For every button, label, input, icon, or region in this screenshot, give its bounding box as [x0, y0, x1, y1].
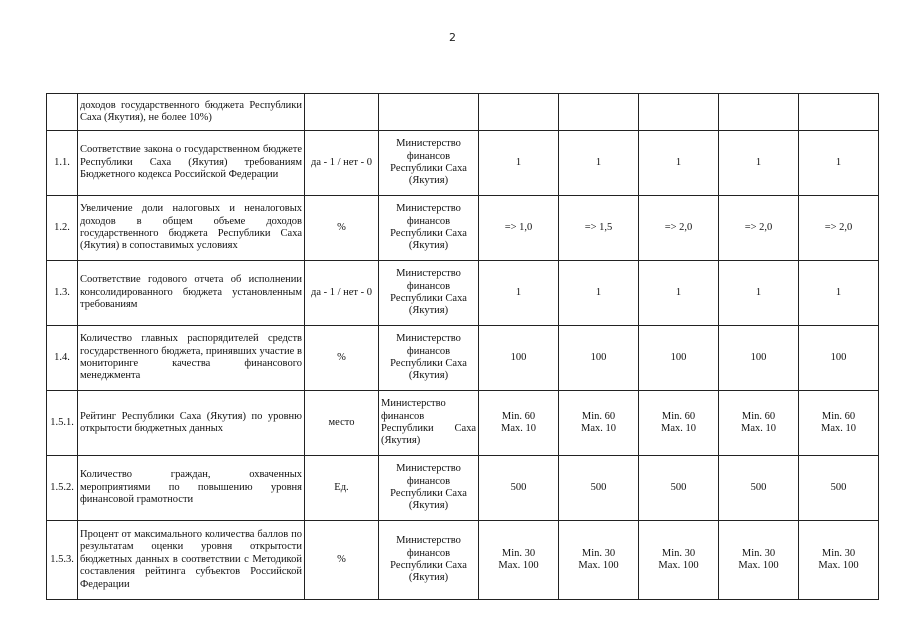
value-cell: 1 [479, 131, 559, 196]
responsible-cell: Министерство финансов Республики Саха (Якутия) [379, 326, 479, 391]
responsible-cell: Министерство финансов Республики Саха (Якутия) [379, 196, 479, 261]
value-cell: 1 [719, 131, 799, 196]
value-cell: 100 [719, 326, 799, 391]
value-cell: 500 [799, 456, 879, 521]
unit-cell: % [305, 196, 379, 261]
responsible-cell: Министерство финансов Республики Саха (Якутия) [379, 456, 479, 521]
value-cell: Min. 60 Max. 10 [639, 391, 719, 456]
value-cell: 100 [639, 326, 719, 391]
value-cell: => 2,0 [719, 196, 799, 261]
value-cell: 1 [719, 261, 799, 326]
indicator-name: Увеличение доли налоговых и неналоговых доходов в общем объеме доходов государственного бюджета Республики Саха (Якутия) в сопоставимых условиях [78, 196, 305, 261]
value-cell [719, 94, 799, 131]
value-cell: 1 [559, 261, 639, 326]
row-number: 1.2. [47, 196, 78, 261]
value-cell: 1 [479, 261, 559, 326]
value-cell [799, 94, 879, 131]
table-row [47, 521, 879, 600]
value-cell: Min. 30 Max. 100 [799, 521, 879, 600]
value-cell: Min. 30 Max. 100 [639, 521, 719, 600]
row-number: 1.3. [47, 261, 78, 326]
value-cell: Min. 60 Max. 10 [479, 391, 559, 456]
row-number: 1.4. [47, 326, 78, 391]
page-number: 2 [449, 31, 456, 44]
responsible-cell: Министерство финансов Республики Саха (Якутия) [379, 131, 479, 196]
table-row [47, 326, 879, 391]
value-cell: 500 [559, 456, 639, 521]
table-row [47, 196, 879, 261]
unit-cell: % [305, 521, 379, 600]
value-cell: 500 [639, 456, 719, 521]
unit-cell [305, 94, 379, 131]
value-cell: Min. 60 Max. 10 [799, 391, 879, 456]
value-cell: 1 [639, 261, 719, 326]
table-row [47, 94, 879, 131]
row-number: 1.5.2. [47, 456, 78, 521]
indicator-name: Количество главных распорядителей средств государственного бюджета, принявших участие в мониторинге качества финансового менеджмента [78, 326, 305, 391]
responsible-cell: Министерство финансов Республики Саха (Якутия) [379, 391, 479, 456]
value-cell: 1 [639, 131, 719, 196]
unit-cell: да - 1 / нет - 0 [305, 131, 379, 196]
indicator-name: Соответствие годового отчета об исполнении консолидированного бюджета установленным требованиям [78, 261, 305, 326]
unit-cell: Ед. [305, 456, 379, 521]
value-cell [559, 94, 639, 131]
value-cell: Min. 60 Max. 10 [719, 391, 799, 456]
value-cell: 100 [479, 326, 559, 391]
unit-cell: да - 1 / нет - 0 [305, 261, 379, 326]
responsible-cell [379, 94, 479, 131]
value-cell: Min. 30 Max. 100 [559, 521, 639, 600]
value-cell: 100 [799, 326, 879, 391]
row-number [47, 94, 78, 131]
table-row [47, 456, 879, 521]
table-row [47, 391, 879, 456]
value-cell: => 2,0 [799, 196, 879, 261]
value-cell: => 2,0 [639, 196, 719, 261]
value-cell [479, 94, 559, 131]
row-number: 1.5.1. [47, 391, 78, 456]
value-cell: 500 [479, 456, 559, 521]
value-cell: Min. 60 Max. 10 [559, 391, 639, 456]
value-cell: 1 [559, 131, 639, 196]
unit-cell: место [305, 391, 379, 456]
value-cell: => 1,0 [479, 196, 559, 261]
value-cell: => 1,5 [559, 196, 639, 261]
value-cell: 100 [559, 326, 639, 391]
row-number: 1.1. [47, 131, 78, 196]
indicator-name: Соответствие закона о государственном бюджете Республики Саха (Якутия) требованиям Бюджетного кодекса Российской Федерации [78, 131, 305, 196]
row-number: 1.5.3. [47, 521, 78, 600]
value-cell: 500 [719, 456, 799, 521]
indicator-name: Количество граждан, охваченных мероприятиями по повышению уровня финансовой грамотности [78, 456, 305, 521]
indicator-name: Рейтинг Республики Саха (Якутия) по уровню открытости бюджетных данных [78, 391, 305, 456]
table-row [47, 131, 879, 196]
value-cell: Min. 30 Max. 100 [719, 521, 799, 600]
responsible-cell: Министерство финансов Республики Саха (Якутия) [379, 261, 479, 326]
value-cell: 1 [799, 131, 879, 196]
value-cell: Min. 30 Max. 100 [479, 521, 559, 600]
value-cell: 1 [799, 261, 879, 326]
indicator-name: доходов государственного бюджета Республики Саха (Якутия), не более 10%) [78, 94, 305, 131]
value-cell [639, 94, 719, 131]
responsible-cell: Министерство финансов Республики Саха (Якутия) [379, 521, 479, 600]
indicators-table [46, 93, 879, 600]
indicator-name: Процент от максимального количества баллов по результатам оценки уровня открытости бюджетных данных в соответствии с Методикой составления рейтинга субъектов Российской Федерации [78, 521, 305, 600]
unit-cell: % [305, 326, 379, 391]
table-row [47, 261, 879, 326]
